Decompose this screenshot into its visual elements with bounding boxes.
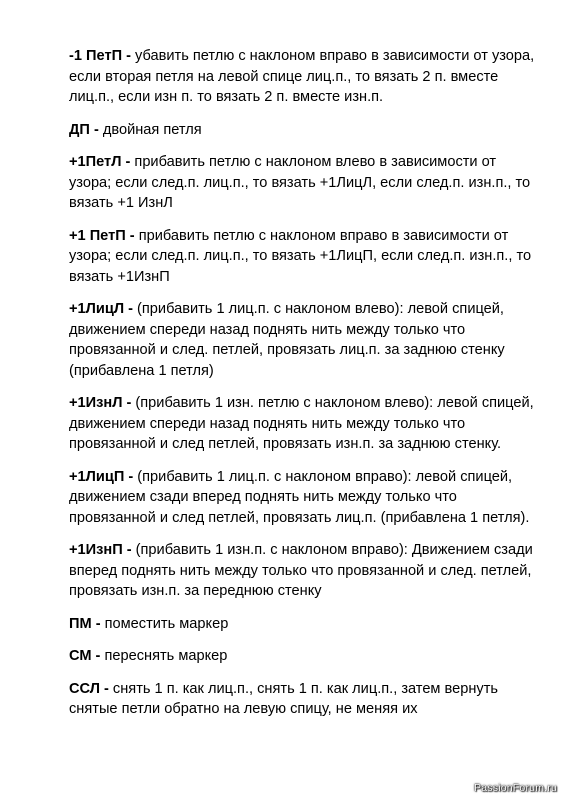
entry-term: ССЛ -: [69, 680, 109, 697]
entry-dp: [69, 120, 539, 141]
entry-definition: снять 1 п. как лиц.п., снять 1 п. как лиц.п., затем вернуть снятые петли обратно на левую спицу, не меняя их: [69, 680, 498, 717]
entry-term: +1 ПетП -: [69, 227, 135, 244]
entry-definition: убавить петлю с наклоном вправо в зависимости от узора, если вторая петля на левой спице лиц.п., то вязать 2 п. вместе лиц.п., если изн п. то вязать 2 п. вместе изн.п.: [69, 48, 535, 105]
entry-definition: (прибавить 1 изн. петлю с наклоном влево): левой спицей, движением спереди назад поднять нить между только что провязанной и след петлей, провязать изн.п. за заднюю стенку.: [69, 395, 534, 452]
entry-term: ПМ -: [69, 615, 101, 632]
entry-definition: прибавить петлю с наклоном вправо в зависимости от узора; если след.п. лиц.п., то вязать +1ЛицП, если след.п. изн.п., то вязать +1ИзнП: [69, 227, 532, 285]
entry-plus1-licl: [69, 299, 539, 381]
entry-term: +1ИзнЛ -: [69, 395, 132, 411]
entry-term: +1ПетЛ -: [69, 154, 131, 170]
entry-definition: (прибавить 1 изн.п. с наклоном вправо): Движением сзади вперед поднять нить между только что провязанной и след. петлей, провязать изн.п. за переднюю стенку: [69, 542, 533, 599]
entry-plus1-petp: [69, 226, 539, 288]
entry-plus1-petl: [69, 152, 539, 214]
entry-sm: [69, 646, 539, 667]
entry-term: ДП -: [69, 121, 99, 138]
entry-term: -1 ПетП -: [69, 48, 131, 64]
site-watermark: PassionForum.ru: [474, 782, 557, 794]
entry-definition: поместить маркер: [100, 615, 229, 632]
document-page: [69, 46, 539, 732]
entry-term: +1ИзнП -: [69, 542, 132, 558]
entry-minus1-petp: [69, 46, 539, 108]
entry-plus1-iznl: [69, 393, 539, 455]
entry-definition: переснять маркер: [100, 648, 228, 664]
entry-plus1-licp: [69, 467, 539, 529]
entry-definition: двойная петля: [98, 121, 202, 138]
entry-plus1-iznp: [69, 540, 539, 602]
entry-term: +1ЛицП -: [69, 468, 134, 485]
entry-definition: (прибавить 1 лиц.п. с наклоном влево): левой спицей, движением спереди назад поднять нить между только что провязанной и след. петлей, провязать лиц.п. за заднюю стенку (прибавлена 1 петля): [69, 301, 505, 379]
entry-term: СМ -: [69, 648, 101, 664]
entry-definition: прибавить петлю с наклоном влево в зависимости от узора; если след.п. лиц.п., то вязать +1ЛицЛ, если след.п. изн.п., то вязать +1 ИзнЛ: [69, 154, 531, 211]
entry-pm: [69, 614, 539, 635]
entry-ssl: [69, 679, 539, 720]
entry-term: +1ЛицЛ -: [69, 301, 133, 317]
entry-definition: (прибавить 1 лиц.п. с наклоном вправо): левой спицей, движением сзади вперед поднять нить между только что провязанной и след петлей, провязать лиц.п. (прибавлена 1 петля).: [69, 468, 530, 526]
